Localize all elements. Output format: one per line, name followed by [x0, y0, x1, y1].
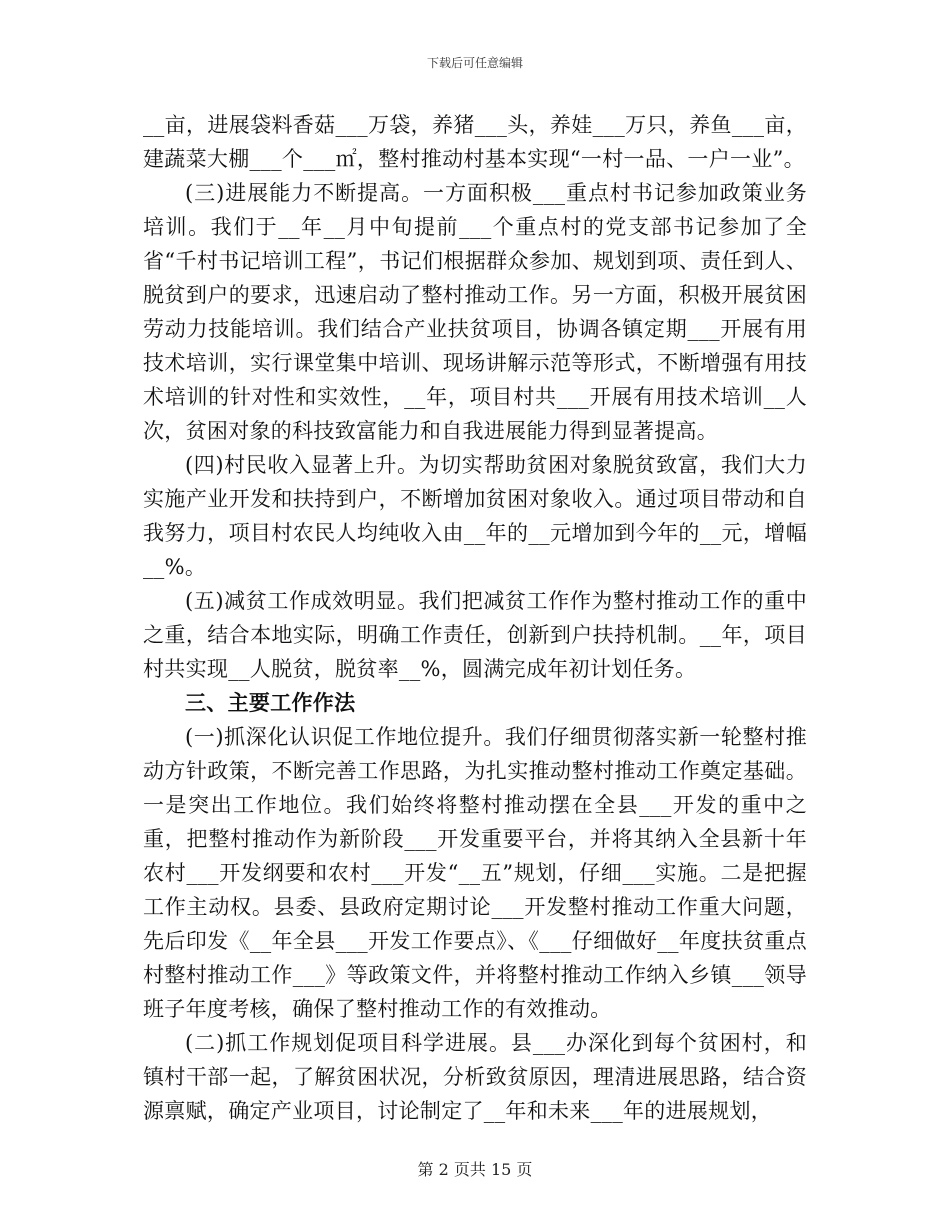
page-header: 下载后可任意编辑: [426, 56, 523, 70]
paragraph-continued: __亩，进展袋料香菇___万袋，养猪___头，养娃___万只，养鱼___亩，建蔬菜大棚___个___㎡，整村推动村基本实现“一村一品、一户一业”。: [143, 113, 807, 171]
paragraph-section-5: (五)减贫工作成效明显。我们把减贫工作作为整村推动工作的重中之重，结合本地实际，明确工作责任，创新到户扶持机制。__年，项目村共实现__人脱贫，脱贫率__%，圆满完成年初计划任务。: [143, 589, 807, 681]
document-body: [143, 108, 807, 1128]
paragraph-section-4: (四)村民收入显著上升。为切实帮助贫困对象脱贫致富，我们大力实施产业开发和扶持到户，不断增加贫困对象收入。通过项目带动和自我努力，项目村农民人均纯收入由__年的__元增加到今年的__元，增幅__%。: [143, 453, 807, 579]
paragraph-method-1: (一)抓深化认识促工作地位提升。我们仔细贯彻落实新一轮整村推动方针政策，不断完善工作思路，为扎实推动整村推动工作奠定基础。一是突出工作地位。我们始终将整村推动摆在全县___开发的重中之重，把整村推动作为新阶段___开发重要平台，并将其纳入全县新十年农村___开发纲要和农村___开发“__五”规划，仔细___实施。二是把握工作主动权。县委、县政府定期讨论___开发整村推动工作重大问题，先后印发《__年全县___开发工作要点》、《___仔细做好__年度扶贫重点村整村推动工作___》等政策文件，并将整村推动工作纳入乡镇___领导班子年度考核，确保了整村推动工作的有效推动。: [143, 725, 807, 1021]
page-number: 第 2 页共 15 页: [417, 1160, 533, 1179]
section-heading: 三、主要工作作法: [185, 690, 356, 715]
paragraph-method-2: (二)抓工作规划促项目科学进展。县___办深化到每个贫困村，和镇村干部一起，了解贫困状况，分析致贫原因，理清进展思路，结合资源禀赋，确定产业项目，讨论制定了__年和未来___年的进展规划，: [143, 1031, 807, 1123]
paragraph-section-3: (三)进展能力不断提高。一方面积极___重点村书记参加政策业务培训。我们于__年__月中旬提前___个重点村的党支部书记参加了全省“千村书记培训工程”，书记们根据群众参加、规划到项、责任到人、脱贫到户的要求，迅速启动了整村推动工作。另一方面，积极开展贫困劳动力技能培训。我们结合产业扶贫项目，协调各镇定期___开展有用技术培训，实行课堂集中培训、现场讲解示范等形式，不断增强有用技术培训的针对性和实效性，__年，项目村共___开展有用技术培训__人次，贫困对象的科技致富能力和自我进展能力得到显著提高。: [143, 181, 807, 443]
